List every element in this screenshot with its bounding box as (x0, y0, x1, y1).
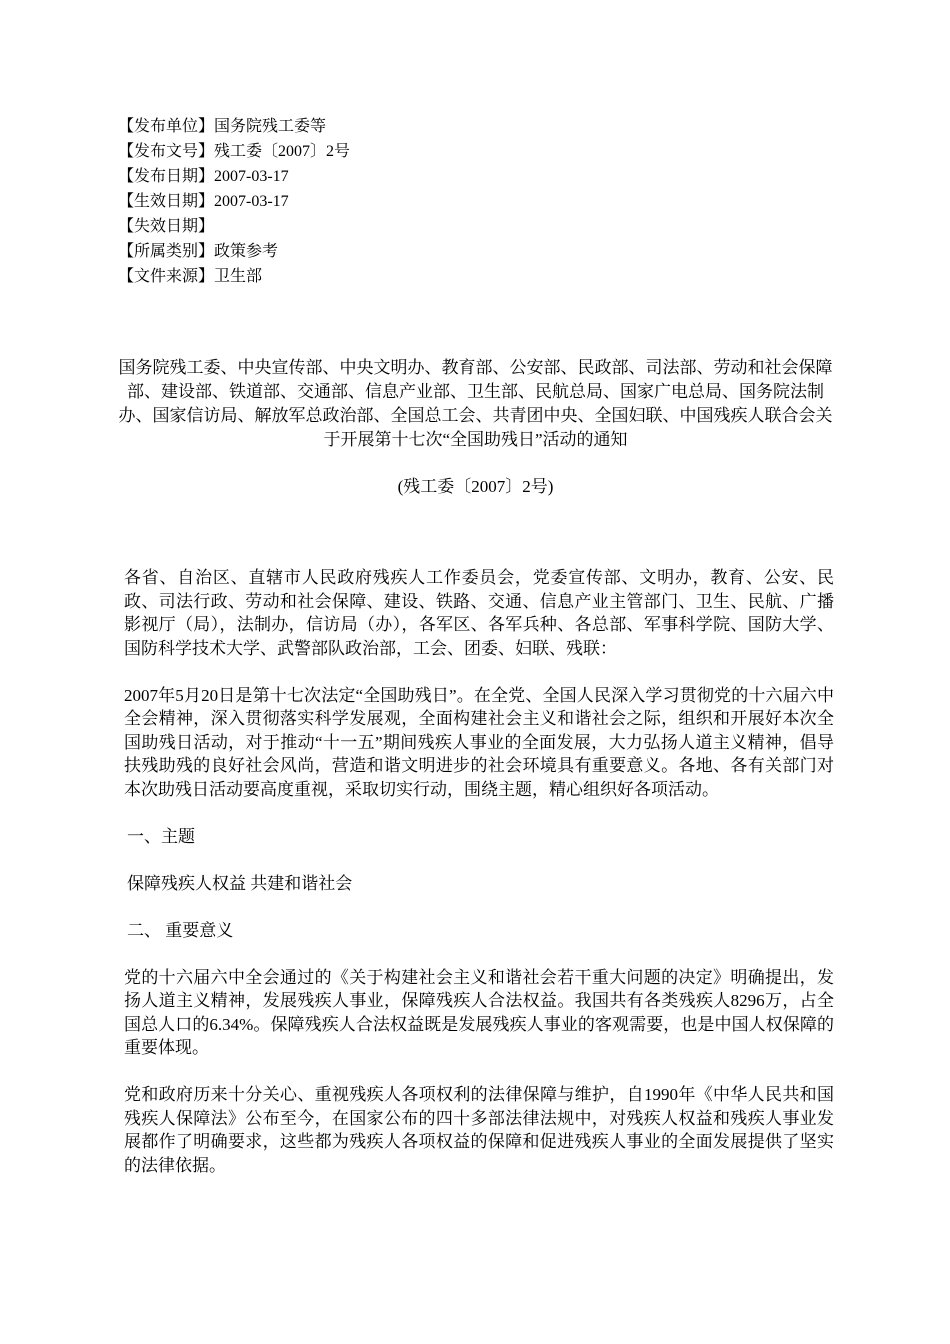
meta-category: 【所属类别】政策参考 (118, 243, 279, 260)
meta-effective-date: 【生效日期】2007-03-17 (118, 193, 289, 210)
theme-text: 保障残疾人权益 共建和谐社会 (127, 873, 353, 893)
section-heading-significance: 二、 重要意义 (127, 920, 234, 940)
document-title: 国务院残工委、中央宣传部、中央文明办、教育部、公安部、民政部、司法部、劳动和社会保障部、建设部、铁道部、交通部、信息产业部、卫生部、民航总局、国家广电总局、国务院法制办、国家信访局、解放军总政治部、全国总工会、共青团中央、全国妇联、中国残疾人联合会关于开展第十七次“全国助残日”活动的通知 (118, 358, 833, 449)
meta-source: 【文件来源】卫生部 (118, 268, 263, 285)
meta-issuer: 【发布单位】国务院残工委等 (118, 118, 327, 135)
section-heading-theme: 一、主题 (127, 826, 195, 846)
document-body (124, 566, 834, 1201)
significance-paragraph-2: 党和政府历来十分关心、重视残疾人各项权利的法律保障与维护，自1990年《中华人民共和国残疾人保障法》公布至今，在国家公布的四十多部法律法规中，对残疾人权益和残疾人事业发展都作了明确要求，这些都为残疾人各项权益的保障和促进残疾人事业的全面发展提供了坚实的法律依据。 (124, 1085, 834, 1175)
addressee-paragraph: 各省、自治区、直辖市人民政府残疾人工作委员会，党委宣传部、文明办，教育、公安、民政、司法行政、劳动和社会保障、建设、铁路、交通、信息产业主管部门、卫生、民航、广播影视厅（局），法制办，信访局（办），各军区、各军兵种、各总部、军事科学院、国防大学、国防科学技术大学、武警部队政治部，工会、团委、妇联、残联： (124, 568, 834, 658)
significance-paragraph-1: 党的十六届六中全会通过的《关于构建社会主义和谐社会若干重大问题的决定》明确提出，发扬人道主义精神，发展残疾人事业，保障残疾人合法权益。我国共有各类残疾人8296万，占全国总人口的6.34%。保障残疾人合法权益既是发展残疾人事业的客观需要，也是中国人权保障的重要体现。 (124, 967, 834, 1057)
document-metadata (118, 114, 618, 289)
meta-publish-date: 【发布日期】2007-03-17 (118, 168, 289, 185)
intro-paragraph: 2007年5月20日是第十七次法定“全国助残日”。在全党、全国人民深入学习贯彻党的十六届六中全会精神，深入贯彻落实科学发展观，全面构建社会主义和谐社会之际，组织和开展好本次全国助残日活动，对于推动“十一五”期间残疾人事业的全面发展，大力弘扬人道主义精神，倡导扶残助残的良好社会风尚，营造和谐文明进步的社会环境具有重要意义。各地、各有关部门对本次助残日活动要高度重视，采取切实行动，围绕主题，精心组织好各项活动。 (124, 685, 834, 799)
meta-expiry-date: 【失效日期】 (118, 218, 215, 235)
meta-doc-number: 【发布文号】残工委〔2007〕2号 (118, 143, 351, 160)
document-number-line: (残工委〔2007〕2号) (397, 477, 554, 496)
